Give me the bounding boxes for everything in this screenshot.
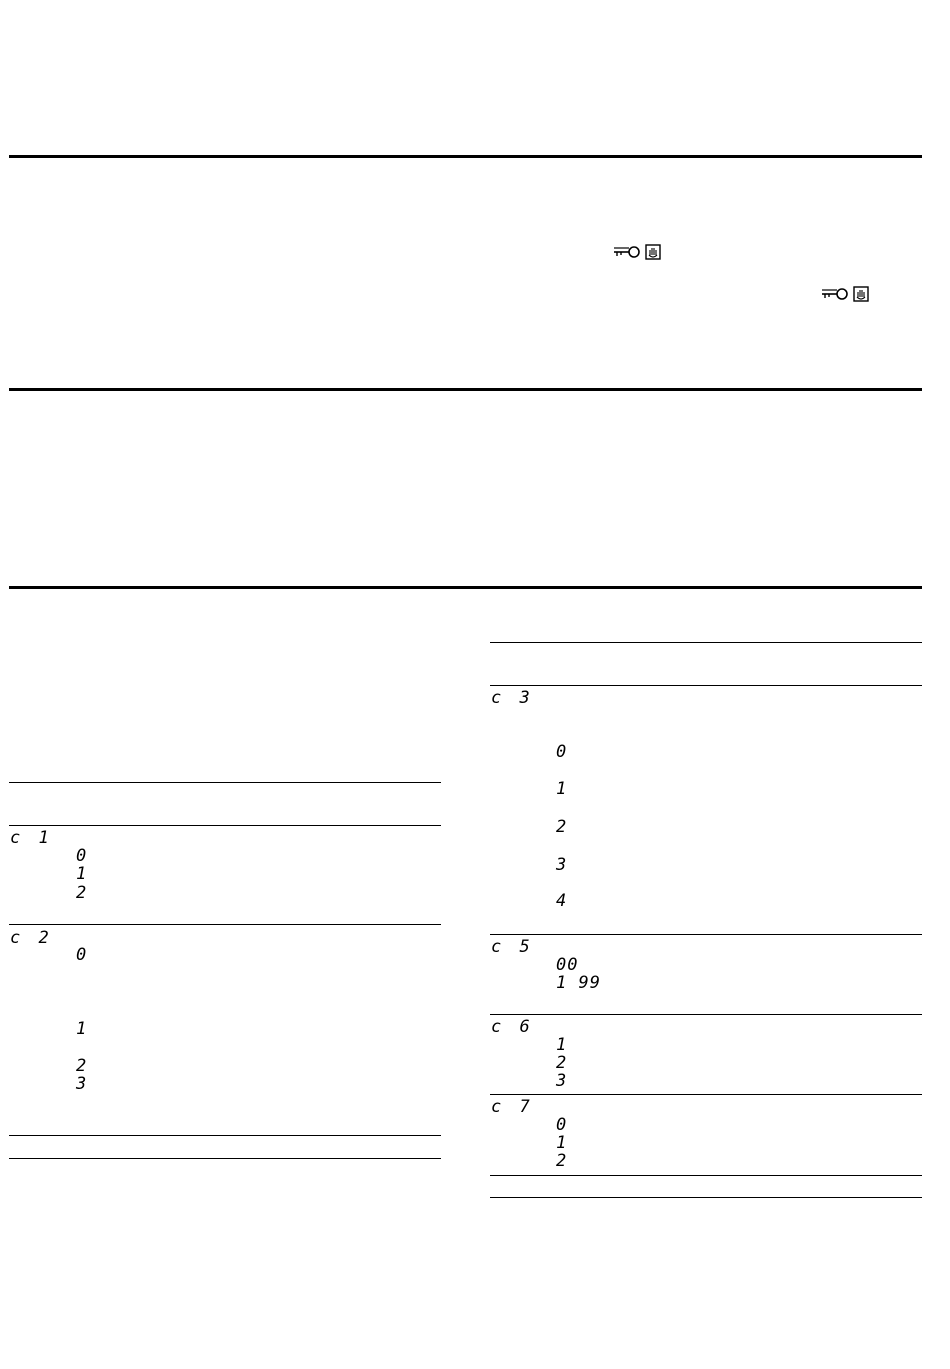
key-icon	[613, 245, 641, 259]
table-row-rule	[490, 934, 922, 935]
table-row-rule	[490, 1014, 922, 1015]
childlock-symbol-1	[613, 242, 661, 262]
childlock-symbol-2	[821, 284, 869, 304]
table-header-rule	[490, 685, 922, 686]
setting-code: c 5	[491, 937, 534, 957]
table-row-rule	[9, 1135, 441, 1136]
table-row-rule	[490, 1094, 922, 1095]
setting-option: 4	[556, 891, 568, 911]
table-header-rule	[9, 825, 441, 826]
setting-option: 1	[556, 1133, 568, 1153]
setting-option: 3	[76, 1074, 88, 1094]
setting-code: c 3	[491, 688, 534, 708]
hand-lock-icon	[645, 244, 661, 260]
setting-option: 1	[76, 1019, 88, 1039]
setting-option: 1	[76, 864, 88, 884]
table-bottom-rule	[490, 1197, 922, 1198]
table-row-rule	[490, 1175, 922, 1176]
table-bottom-rule	[9, 1158, 441, 1159]
setting-option: 2	[556, 1151, 568, 1171]
setting-option: 1 99	[556, 973, 601, 993]
setting-code: c 1	[10, 828, 53, 848]
hand-lock-icon	[853, 286, 869, 302]
setting-option: 2	[76, 883, 88, 903]
setting-option: 0	[76, 846, 88, 866]
setting-option: 1	[556, 1035, 568, 1055]
setting-code: c 6	[491, 1017, 534, 1037]
table-top-rule	[9, 782, 441, 783]
setting-option: 2	[76, 1056, 88, 1076]
section-divider-3	[9, 586, 922, 589]
setting-option: 0	[556, 742, 568, 762]
setting-option: 3	[556, 1071, 568, 1091]
setting-option: 0	[556, 1115, 568, 1135]
setting-code: c 2	[10, 928, 53, 948]
key-icon	[821, 287, 849, 301]
setting-option: 1	[556, 779, 568, 799]
table-top-rule	[490, 642, 922, 643]
setting-option: 0	[76, 945, 88, 965]
setting-code: c 7	[491, 1097, 534, 1117]
setting-option: 2	[556, 1053, 568, 1073]
section-divider-1	[9, 155, 922, 158]
setting-option: 00	[556, 955, 579, 975]
setting-option: 2	[556, 817, 568, 837]
section-divider-2	[9, 388, 922, 391]
table-row-rule	[9, 924, 441, 925]
setting-option: 3	[556, 855, 568, 875]
